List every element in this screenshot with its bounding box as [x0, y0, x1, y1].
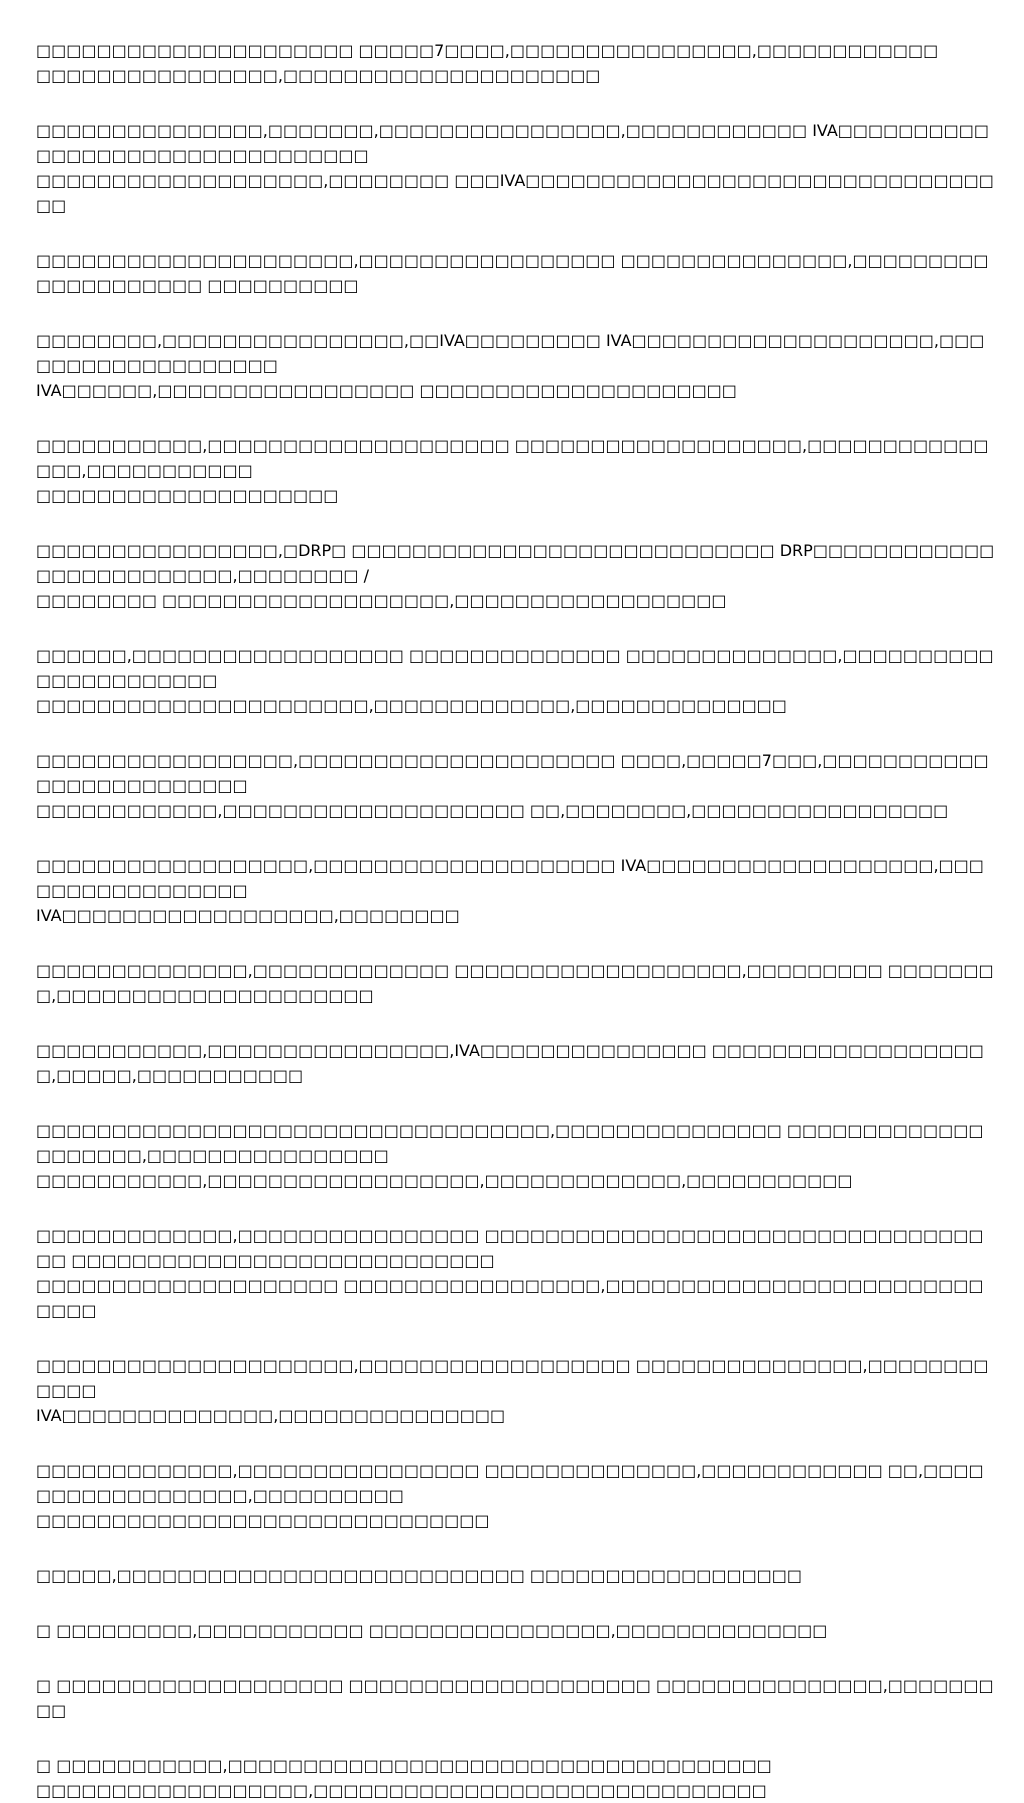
paragraph-5: □□□□□□□□□□□,□□□□□□□□□□□□□□□□□□□□ □□□□□□□□□□□□□□□□□□□,□□□□□□□□□□□□□□□,□□□□□□□□□□□ □□□□□□□□□□□□□□□□□□□□: [36, 436, 989, 505]
list-item-3: □ □□□□□□□□□□□,□□□□□□□□□□□□□□□□□□□□□□□□□□□□□□□□□□□□ □□□□□□□□□□□□□□□□□□,□□□□□□□□□□□□□□□□□□□□□□□□□□□□□□: [36, 1756, 772, 1800]
paragraph-4: □□□□□□□□,□□□□□□□□□□□□□□□□,□□IVA□□□□□□□□□ IVA□□□□□□□□□□□□□□□□□□□□,□□□□□□□□□□□□□□□□□□□ IVA□□□□□□,□□□□□□□□□□□□□□□□□ □□□□□□□□□□□□□□□□□□□□□: [36, 331, 985, 400]
list-item-1: □ □□□□□□□□□,□□□□□□□□□□□ □□□□□□□□□□□□□□□□,□□□□□□□□□□□□□□: [36, 1621, 828, 1640]
paragraph-9: □□□□□□□□□□□□□□□□□□,□□□□□□□□□□□□□□□□□□□□ IVA□□□□□□□□□□□□□□□□□□□,□□□□□□□□□□□□□□□□□ IVA□□□□□□□□□□□□□□□□□□,□□□□□□□□: [36, 856, 984, 925]
paragraph-2: □□□□□□□□□□□□□□□,□□□□□□□,□□□□□□□□□□□□□□□□,□□□□□□□□□□□□ IVA□□□□□□□□□□□□□□□□□□□□□□□□□□□□□□□□ □□□□□□□□□□□□□□□□□□□,□□□□□□□□ □□□IVA□□□□□□□□□□□□□□□□□□□□□□□□□□□□□□□□□: [36, 121, 994, 215]
paragraph-7: □□□□□□,□□□□□□□□□□□□□□□□□□ □□□□□□□□□□□□□□ □□□□□□□□□□□□□□,□□□□□□□□□□□□□□□□□□□□□□ □□□□□□□□□□□□□□□□□□□□□□,□□□□□□□□□□□□□,□□□□□□□□□□□□□□: [36, 646, 994, 715]
paragraph-13: □□□□□□□□□□□□□,□□□□□□□□□□□□□□□□ □□□□□□□□□□□□□□□□□□□□□□□□□□□□□□□□□□□ □□□□□□□□□□□□□□□□□□□□□□□□□□□□ □□□□□□□□□□□□□□□□□□□□ □□□□□□□□□□□□□□□□□,□□□□□□□□□□□□□□□□□□□□□□□□□□□□□: [36, 1226, 984, 1320]
paragraph-1: □□□□□□□□□□□□□□□□□□□□□ □□□□□7□□□□,□□□□□□□□□□□□□□□□,□□□□□□□□□□□□ □□□□□□□□□□□□□□□□,□□□□□□□□□□□□□□□□□□□□□: [36, 41, 939, 85]
paragraph-16: □□□□□,□□□□□□□□□□□□□□□□□□□□□□□□□□□ □□□□□□□□□□□□□□□□□□: [36, 1566, 803, 1585]
paragraph-3: □□□□□□□□□□□□□□□□□□□□□,□□□□□□□□□□□□□□□□□ □□□□□□□□□□□□□□□,□□□□□□□□□□□□□□□□□□□□ □□□□□□□□□□: [36, 251, 989, 295]
paragraph-14: □□□□□□□□□□□□□□□□□□□□□,□□□□□□□□□□□□□□□□□□ □□□□□□□□□□□□□□□,□□□□□□□□□□□□ IVA□□□□□□□□□□□□□□,□□□□□□□□□□□□□□□: [36, 1356, 989, 1425]
paragraph-10: □□□□□□□□□□□□□□,□□□□□□□□□□□□□ □□□□□□□□□□□□□□□□□□□,□□□□□□□□□ □□□□□□□□,□□□□□□□□□□□□□□□□□□□□□: [36, 961, 994, 1005]
document-body: [36, 38, 996, 1803]
paragraph-8: □□□□□□□□□□□□□□□□□,□□□□□□□□□□□□□□□□□□□□□ □□□□,□□□□□7□□□,□□□□□□□□□□□□□□□□□□□□□□□□□ □□□□□□□□□□□□,□□□□□□□□□□□□□□□□□□□□ □□,□□□□□□□□,□□□□□□□□□□□□□□□□□: [36, 751, 989, 820]
paragraph-6: □□□□□□□□□□□□□□□□,□DRP□ □□□□□□□□□□□□□□□□□□□□□□□□□□□□ DRP□□□□□□□□□□□□□□□□□□□□□□□□□,□□□□□□□□ / □□□□□□□□ □□□□□□□□□□□□□□□□□□□,□□□□□□□□□□□□□□□□□□: [36, 541, 995, 610]
paragraph-12: □□□□□□□□□□□□□□□□□□□□□□□□□□□□□□□□□□,□□□□□□□□□□□□□□□ □□□□□□□□□□□□□□□□□□□□,□□□□□□□□□□□□□□□□ □□□□□□□□□□□,□□□□□□□□□□□□□□□□□□,□□□□□□□□□□□□□,□□□□□□□□□□□: [36, 1121, 984, 1190]
paragraph-11: □□□□□□□□□□□,□□□□□□□□□□□□□□□□,IVA□□□□□□□□□□□□□□□ □□□□□□□□□□□□□□□□□□□,□□□□□,□□□□□□□□□□□: [36, 1041, 984, 1085]
paragraph-15: □□□□□□□□□□□□□,□□□□□□□□□□□□□□□□ □□□□□□□□□□□□□□,□□□□□□□□□□□□ □□,□□□□□□□□□□□□□□□□□□,□□□□□□□□□□ □□□□□□□□□□□□□□□□□□□□□□□□□□□□□□: [36, 1461, 984, 1530]
list-item-2: □ □□□□□□□□□□□□□□□□□□□ □□□□□□□□□□□□□□□□□□□□ □□□□□□□□□□□□□□□,□□□□□□□□□: [36, 1676, 994, 1720]
